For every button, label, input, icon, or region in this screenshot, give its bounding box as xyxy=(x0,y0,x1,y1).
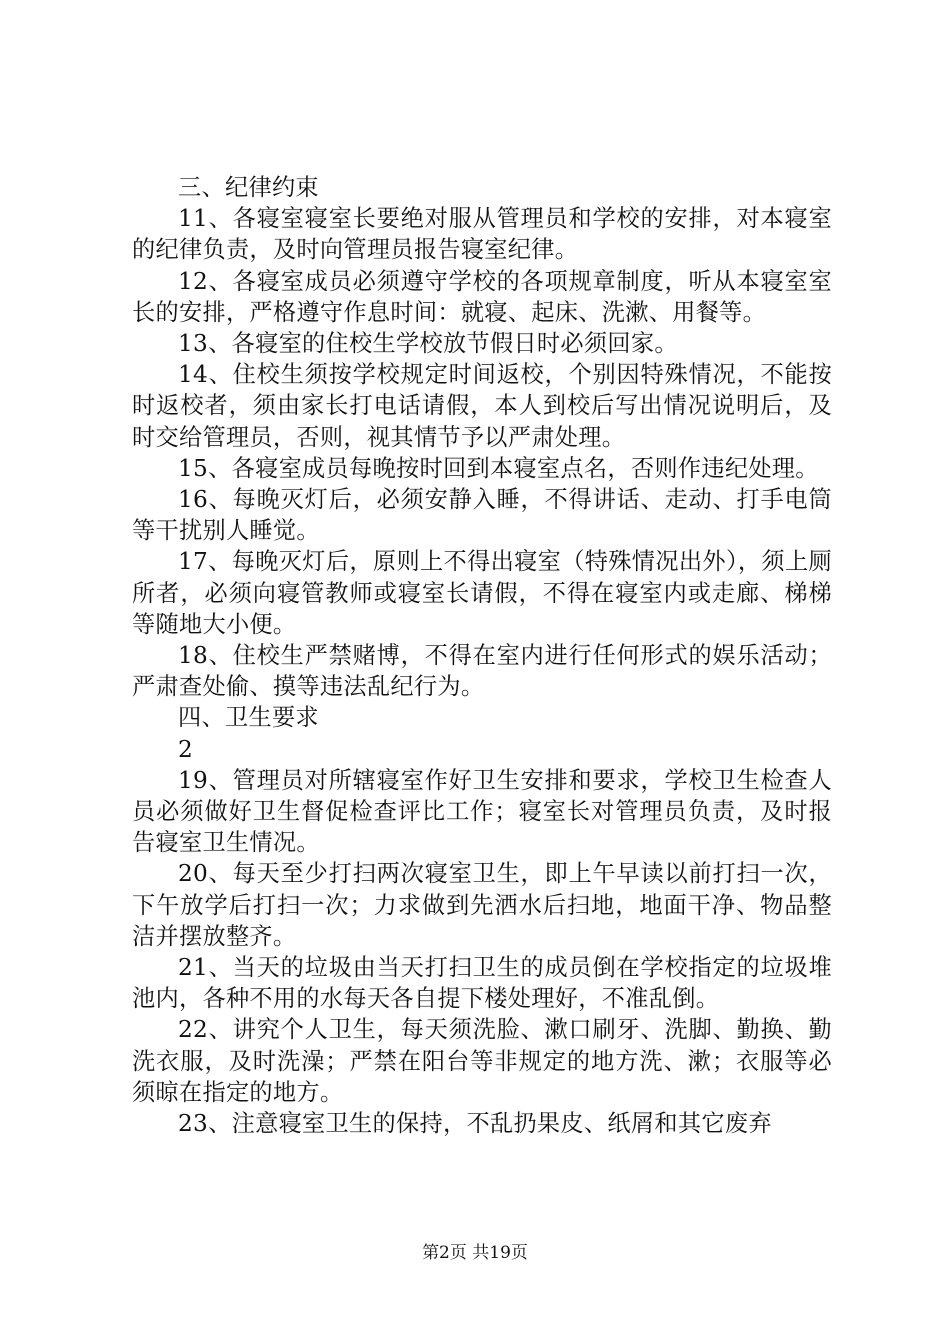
rule-paragraph-23: 23、注意寝室卫生的保持，不乱扔果皮、纸屑和其它废弃 xyxy=(178,1110,772,1138)
rule-paragraph-17: 17、每晚灭灯后，原则上不得出寝室（特殊情况出外），须上厕所者，必须向寝管教师或寝室长请假，不得在寝室内或走廊、梯梯等随地大小便。 xyxy=(132,548,832,638)
rule-paragraph-11: 11、各寝室寝室长要绝对服从管理员和学校的安排，对本寝室的纪律负责，及时向管理员报告寝室纪律。 xyxy=(132,205,832,264)
section-heading-discipline: 三、纪律约束 xyxy=(178,174,319,201)
rule-paragraph-19: 19、管理员对所辖寝室作好卫生安排和要求，学校卫生检查人员必须做好卫生督促检查评比工作；寝室长对管理员负责，及时报告寝室卫生情况。 xyxy=(132,766,832,857)
document-body xyxy=(132,172,832,1139)
section-heading-hygiene: 四、卫生要求 xyxy=(178,704,319,732)
rule-paragraph-16: 16、每晚灭灯后，必须安静入睡，不得讲话、走动、打手电筒等干扰别人睡觉。 xyxy=(132,486,832,545)
rule-paragraph-15: 15、各寝室成员每晚按时回到本寝室点名，否则作违纪处理。 xyxy=(178,454,819,482)
rule-paragraph-20: 20、每天至少打扫两次寝室卫生，即上午早读以前打扫一次，下午放学后打扫一次；力求做到先洒水后扫地，地面干净、物品整洁并摆放整齐。 xyxy=(132,860,832,950)
rule-paragraph-13: 13、各寝室的住校生学校放节假日时必须回家。 xyxy=(178,330,678,358)
rule-paragraph-18: 18、住校生严禁赌博，不得在室内进行任何形式的娱乐活动；严肃查处偷、摸等违法乱纪行为。 xyxy=(132,642,832,701)
page-footer: 第2页 共19页 xyxy=(422,1243,528,1263)
rule-paragraph-12: 12、各寝室成员必须遵守学校的各项规章制度，听从本寝室室长的安排，严格遵守作息时间：就寝、起床、洗漱、用餐等。 xyxy=(132,267,832,326)
stray-number: 2 xyxy=(178,735,194,763)
rule-paragraph-14: 14、住校生须按学校规定时间返校，个别因特殊情况，不能按时返校者，须由家长打电话请假，本人到校后写出情况说明后，及时交给管理员，否则，视其情节予以严肃处理。 xyxy=(132,361,832,451)
rule-paragraph-21: 21、当天的垃圾由当天打扫卫生的成员倒在学校指定的垃圾堆池内，各种不用的水每天各自提下楼处理好，不准乱倒。 xyxy=(132,954,832,1013)
rule-paragraph-22: 22、讲究个人卫生，每天须洗脸、漱口刷牙、洗脚、勤换、勤洗衣服，及时洗澡；严禁在阳台等非规定的地方洗、漱；衣服等必须晾在指定的地方。 xyxy=(132,1016,832,1106)
